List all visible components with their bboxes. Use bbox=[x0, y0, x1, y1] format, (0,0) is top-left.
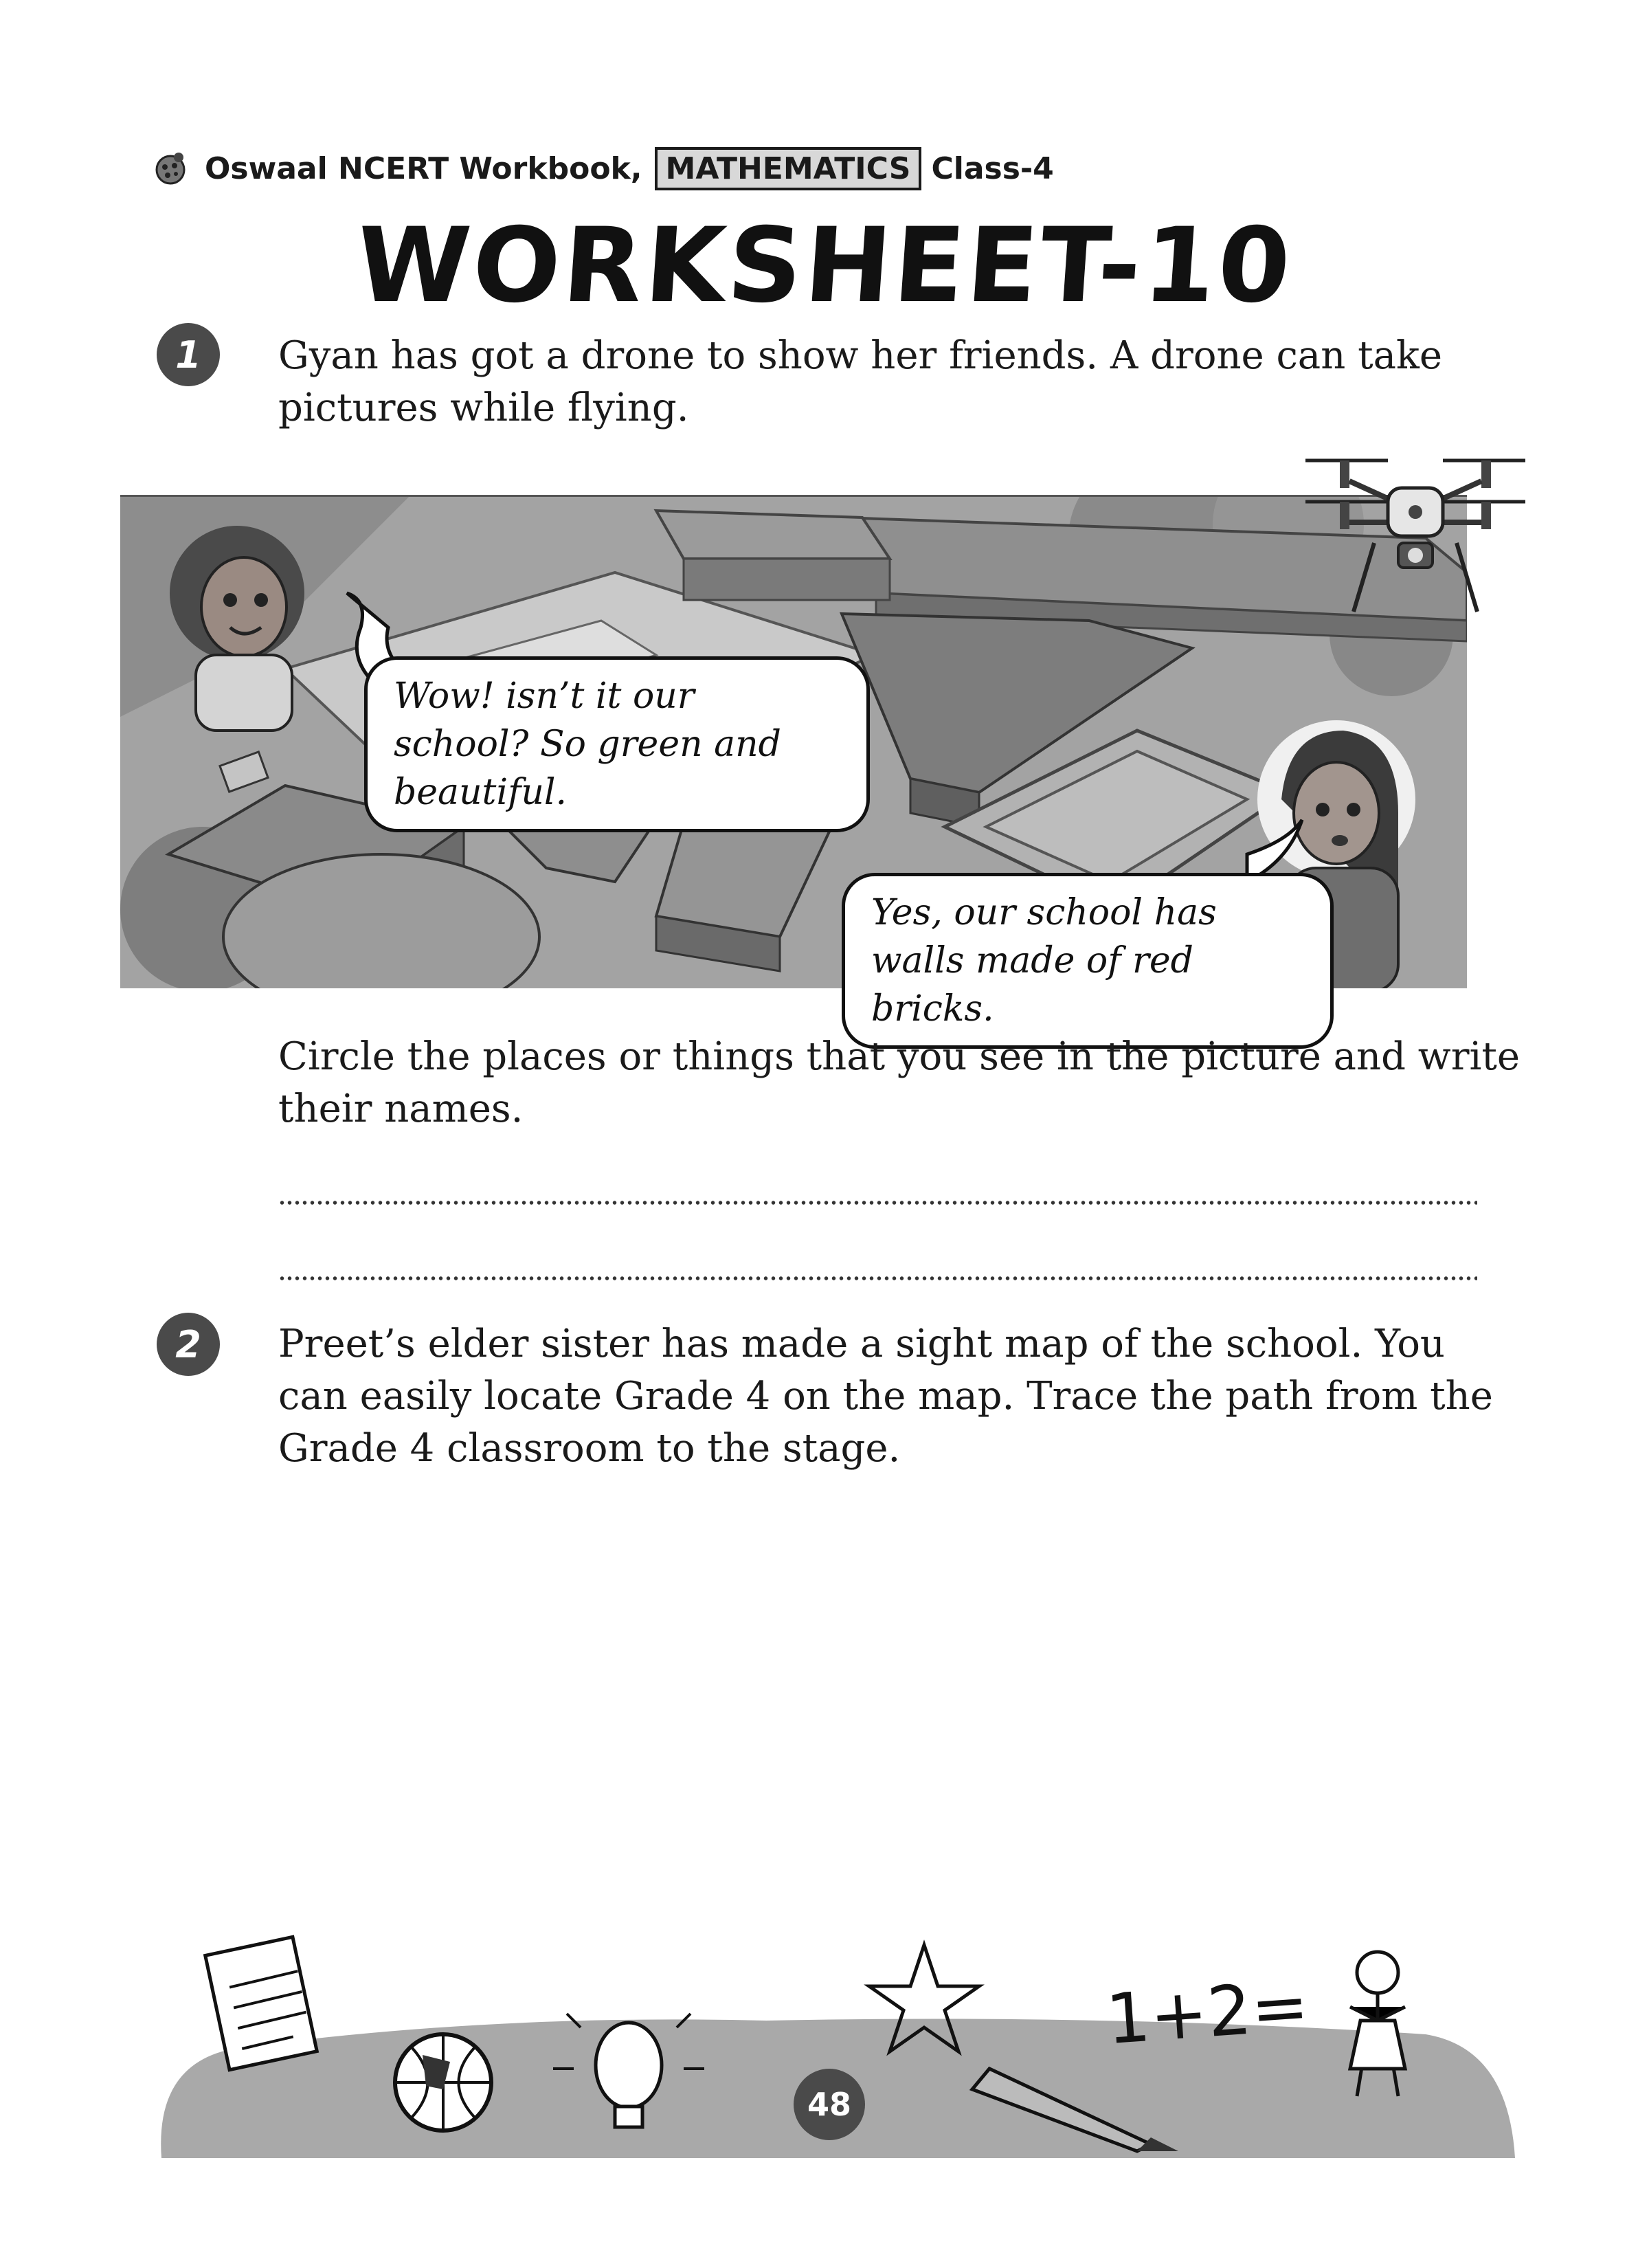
book-name: Oswaal NCERT Workbook, bbox=[205, 151, 642, 186]
answer-line-2[interactable] bbox=[278, 1275, 1477, 1282]
class-label: Class-4 bbox=[931, 151, 1054, 186]
answer-line-1[interactable] bbox=[278, 1199, 1477, 1206]
worksheet-title: WORKSHEET-10 bbox=[352, 206, 1297, 326]
question-1-instruction: Circle the places or things that you see in the picture and write their names. bbox=[278, 1034, 1521, 1131]
book-header bbox=[151, 144, 1054, 192]
question-2-text: Preet’s elder sister has made a sight map of the school. You can easily locate Grade 4 on the map. Trace the path from the Grade 4 classroom to the stage. bbox=[278, 1322, 1493, 1471]
page-number: 48 bbox=[794, 2069, 865, 2140]
math-doodle: 1+2= bbox=[1103, 1965, 1312, 2060]
question-1-text: Gyan has got a drone to show her friends. A drone can take pictures while flying. bbox=[278, 333, 1443, 430]
notepad-icon bbox=[205, 1937, 317, 2069]
speech-bubble-right: Yes, our school has walls made of red bricks. bbox=[842, 873, 1334, 1049]
subject-label: MATHEMATICS bbox=[655, 147, 922, 190]
ladybug-icon bbox=[151, 149, 190, 188]
globe-icon bbox=[395, 2034, 491, 2131]
speech-bubble-left: Wow! isn’t it our school? So green and beautiful. bbox=[364, 656, 870, 832]
question-2-badge: 2 bbox=[157, 1313, 220, 1376]
drone-icon bbox=[1292, 447, 1539, 625]
question-1-badge: 1 bbox=[157, 323, 220, 386]
